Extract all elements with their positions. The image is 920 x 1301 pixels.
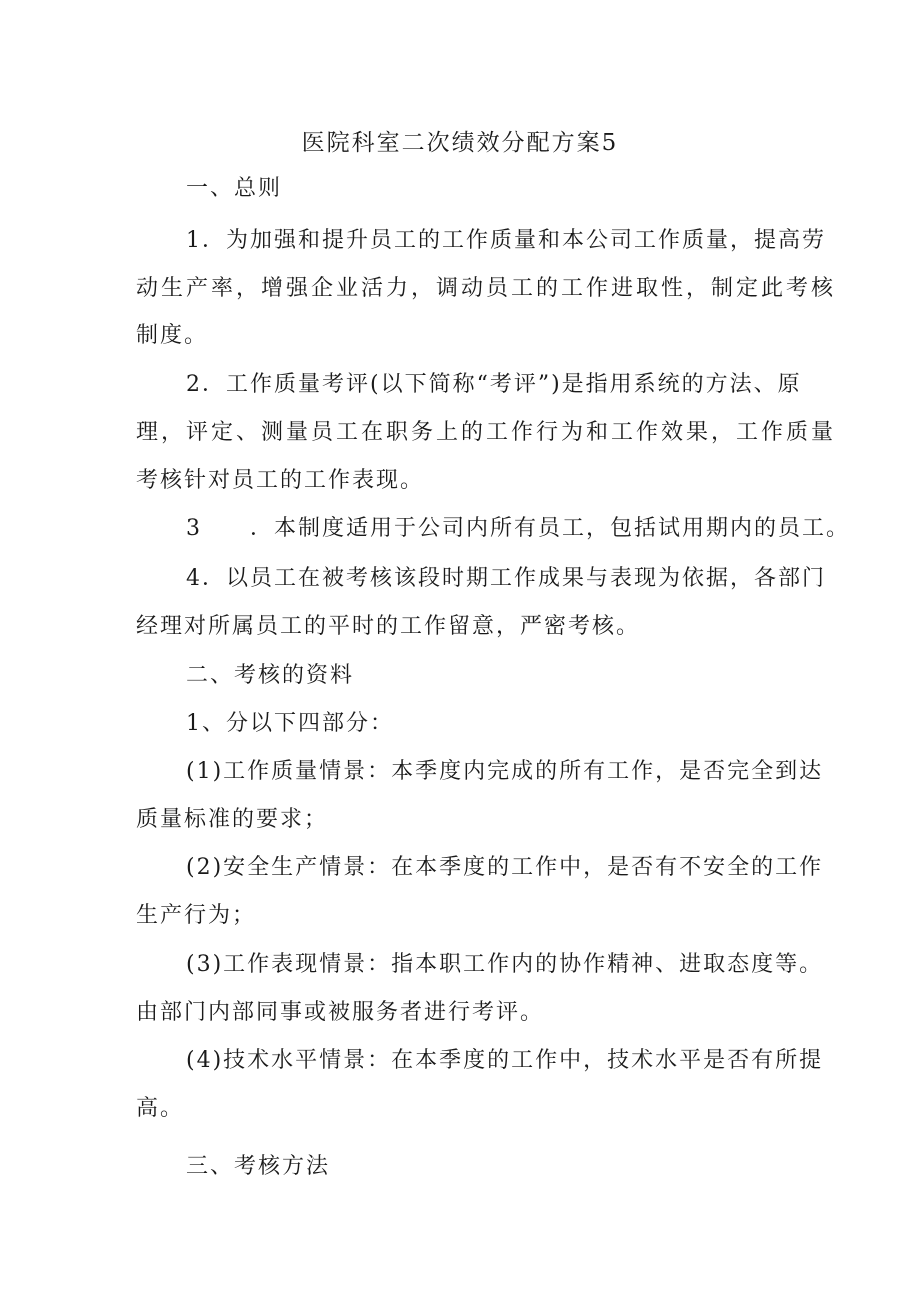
list-item-line: 高。 bbox=[136, 1096, 185, 1121]
paragraph-line: 动生产率，增强企业活力，调动员工的工作进取性，制定此考核 bbox=[136, 276, 837, 301]
list-item-line: (4)技术水平情景：在本季度的工作中，技术水平是否有所提 bbox=[186, 1048, 824, 1073]
paragraph-line: 1、分以下四部分： bbox=[186, 711, 394, 736]
list-item-line: 生产行为； bbox=[136, 903, 257, 928]
paragraph-line: 4．以员工在被考核该段时期工作成果与表现为依据，各部门 bbox=[186, 566, 826, 591]
paragraph-line: 制度。 bbox=[136, 323, 209, 348]
paragraph-line: 2．工作质量考评(以下简称“考评”)是指用系统的方法、原 bbox=[186, 372, 802, 397]
list-item-line: (3)工作表现情景：指本职工作内的协作精神、进取态度等。 bbox=[186, 952, 824, 977]
section-heading-content: 二、考核的资料 bbox=[186, 663, 355, 688]
section-heading-general: 一、总则 bbox=[186, 176, 283, 201]
paragraph-line: 理，评定、测量员工在职务上的工作行为和工作效果，工作质量 bbox=[136, 420, 837, 445]
paragraph-line: 经理对所属员工的平时的工作留意，严密考核。 bbox=[136, 614, 641, 639]
paragraph-line: 1．为加强和提升员工的工作质量和本公司工作质量，提高劳 bbox=[186, 228, 826, 253]
paragraph-line: 考核针对员工的工作表现。 bbox=[136, 468, 425, 493]
paragraph-line: 3 ．本制度适用于公司内所有员工，包括试用期内的员工。 bbox=[186, 516, 850, 541]
list-item-line: 由部门内部同事或被服务者进行考评。 bbox=[136, 1000, 545, 1025]
list-item-line: 质量标准的要求； bbox=[136, 807, 329, 832]
document-title: 医院科室二次绩效分配方案5 bbox=[301, 130, 619, 156]
section-heading-method: 三、考核方法 bbox=[186, 1154, 331, 1179]
list-item-line: (2)安全生产情景：在本季度的工作中，是否有不安全的工作 bbox=[186, 855, 824, 880]
list-item-line: (1)工作质量情景：本季度内完成的所有工作，是否完全到达 bbox=[186, 759, 824, 784]
